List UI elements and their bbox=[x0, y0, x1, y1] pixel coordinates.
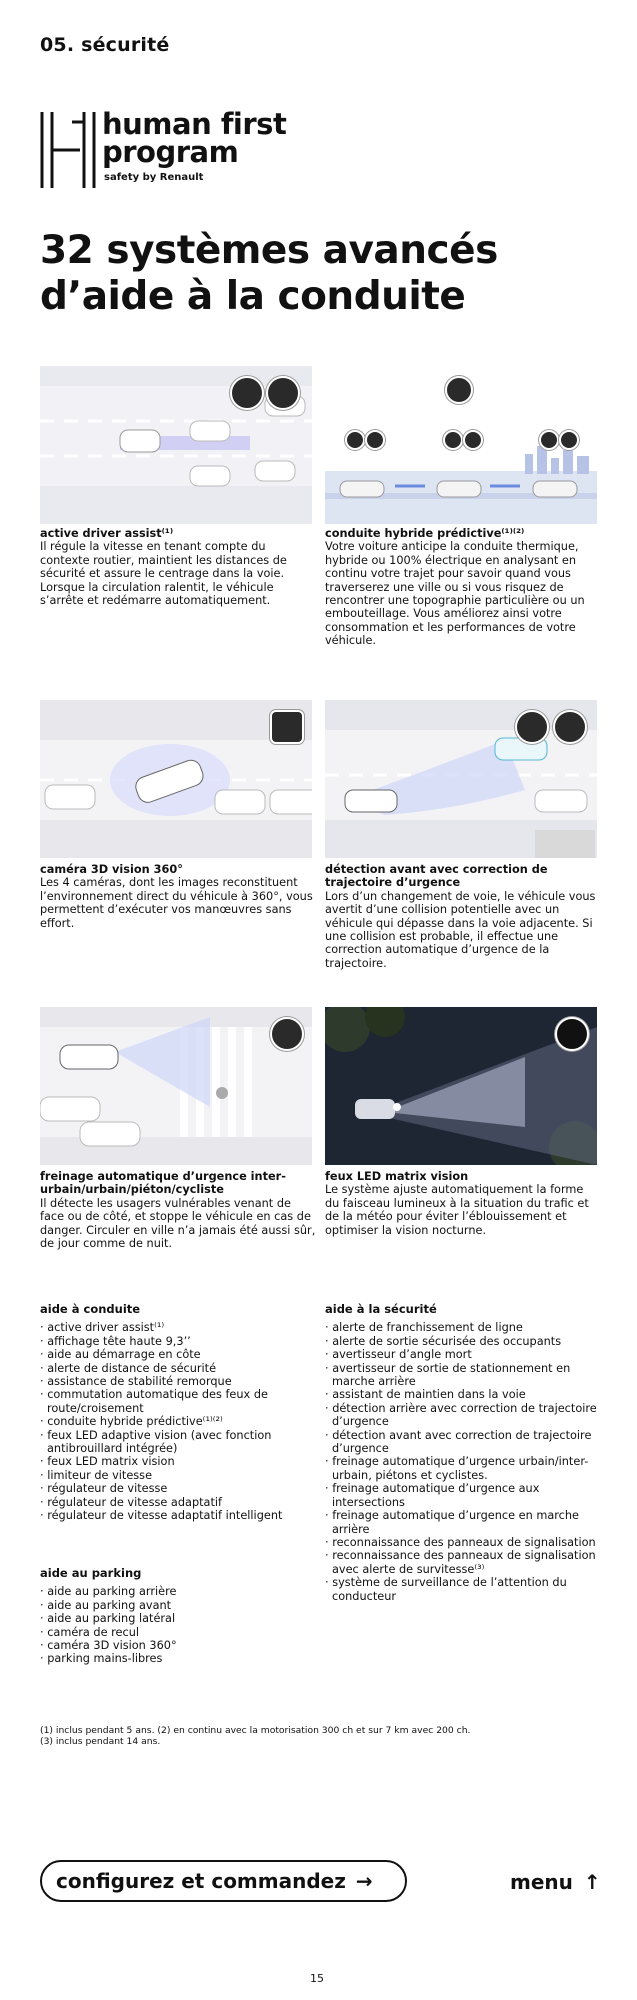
heading-line1: 32 systèmes avancés bbox=[40, 228, 498, 273]
hybrid-predictive-image bbox=[325, 366, 597, 524]
active-driver-assist-image bbox=[40, 366, 312, 524]
card-description: Il régule la vitesse en tenant compte du contexte routier, maintient les distances de sécurité et assure le centrage dans la voie. Lorsque la circulation ralentit, le véhicule s’arrête et redémarre automatiquement. bbox=[40, 540, 287, 608]
footnote-line: (3) inclus pendant 14 ans. bbox=[40, 1736, 161, 1747]
card-front-detection bbox=[325, 863, 601, 970]
card-led-matrix bbox=[325, 1170, 601, 1237]
card-title: active driver assist⁽¹⁾ bbox=[40, 527, 174, 540]
arrow-right-icon: → bbox=[355, 1869, 373, 1893]
list-item: · avertisseur de sortie de stationnement en marche arrière bbox=[325, 1362, 605, 1389]
list-aide-securite bbox=[325, 1303, 605, 1603]
list-item: · assistant de maintien dans la voie bbox=[325, 1388, 605, 1401]
list-item: · conduite hybride prédictive⁽¹⁾⁽²⁾ bbox=[40, 1415, 320, 1428]
list-items bbox=[325, 1321, 605, 1603]
list-item: · aide au parking arrière bbox=[40, 1585, 320, 1598]
menu-button[interactable] bbox=[510, 1870, 601, 1894]
menu-label: menu bbox=[510, 1870, 573, 1894]
list-item: · avertisseur d’angle mort bbox=[325, 1348, 605, 1361]
logo-subtitle: safety by Renault bbox=[104, 172, 204, 183]
steering-wheel-icon bbox=[230, 376, 264, 410]
card-title: freinage automatique d’urgence inter-urbain/urbain/piéton/cycliste bbox=[40, 1170, 286, 1197]
list-item: · active driver assist⁽¹⁾ bbox=[40, 1321, 320, 1334]
arrow-up-icon: ↑ bbox=[583, 1870, 601, 1894]
front-detection-image bbox=[325, 700, 597, 858]
matrix-headlight-icon bbox=[555, 1017, 589, 1051]
list-item: · alerte de distance de sécurité bbox=[40, 1362, 320, 1375]
list-item: · affichage tête haute 9,3’’ bbox=[40, 1335, 320, 1348]
card-description: Lors d’un changement de voie, le véhicule vous avertit d’une collision potentielle avec un véhicule qui dépasse dans la voie adjacente. Si une collision est probable, il effectue une correction automatique d’urgence de la trajectoire. bbox=[325, 889, 596, 970]
list-item: · alerte de sortie sécurisée des occupants bbox=[325, 1335, 605, 1348]
card-emergency-braking bbox=[40, 1170, 316, 1250]
page-number: 15 bbox=[310, 1972, 324, 1985]
list-item: · feux LED adaptive vision (avec fonction antibrouillard intégrée) bbox=[40, 1429, 320, 1456]
configure-order-button[interactable] bbox=[40, 1860, 407, 1902]
list-item: · freinage automatique d’urgence en marche arrière bbox=[325, 1509, 605, 1536]
card-camera-360 bbox=[40, 863, 316, 930]
engine-icon bbox=[345, 430, 365, 450]
card-description: Il détecte les usagers vulnérables venant de face ou de côté, et stoppe le véhicule en cas de danger. Circuler en ville n’a jamais été aussi sûr, de jour comme de nuit. bbox=[40, 1196, 316, 1251]
battery-icon bbox=[559, 430, 579, 450]
camera-360-image bbox=[40, 700, 312, 858]
list-item: · alerte de franchissement de ligne bbox=[325, 1321, 605, 1334]
list-item: · caméra 3D vision 360° bbox=[40, 1639, 320, 1652]
card-title: caméra 3D vision 360° bbox=[40, 863, 183, 876]
list-item: · régulateur de vitesse bbox=[40, 1482, 320, 1495]
section-label: 05. sécurité bbox=[40, 34, 170, 56]
list-item: · aide au démarrage en côte bbox=[40, 1348, 320, 1361]
list-items bbox=[40, 1321, 320, 1522]
card-title: conduite hybride prédictive⁽¹⁾⁽²⁾ bbox=[325, 527, 525, 540]
logo-title bbox=[102, 107, 287, 169]
car-icon bbox=[445, 376, 473, 404]
list-item: · commutation automatique des feux de route/croisement bbox=[40, 1388, 320, 1415]
lane-change-icon bbox=[515, 710, 549, 744]
list-title: aide à la sécurité bbox=[325, 1302, 437, 1316]
list-item: · reconnaissance des panneaux de signalisation bbox=[325, 1536, 605, 1549]
logo-title-line1: human first bbox=[102, 107, 287, 141]
list-item: · détection arrière avec correction de trajectoire d’urgence bbox=[325, 1402, 605, 1429]
footnote-line: (1) inclus pendant 5 ans. (2) en continu avec la motorisation 300 ch et sur 7 km avec 200 ch. bbox=[40, 1725, 471, 1736]
footnotes bbox=[40, 1725, 560, 1747]
list-item: · feux LED matrix vision bbox=[40, 1455, 320, 1468]
heading-line2: d’aide à la conduite bbox=[40, 274, 466, 319]
h-mark-icon bbox=[40, 110, 96, 190]
human-first-logo bbox=[40, 107, 310, 190]
pedestrian-brake-icon bbox=[270, 1017, 304, 1051]
list-item: · aide au parking latéral bbox=[40, 1612, 320, 1625]
list-aide-conduite bbox=[40, 1303, 320, 1523]
list-aide-parking bbox=[40, 1567, 320, 1666]
list-item: · régulateur de vitesse adaptatif intelligent bbox=[40, 1509, 320, 1522]
page-heading bbox=[40, 228, 600, 320]
list-title: aide à conduite bbox=[40, 1302, 141, 1316]
engine-icon bbox=[443, 430, 463, 450]
camera-360-icon bbox=[270, 710, 304, 744]
engine-icon bbox=[539, 430, 559, 450]
logo-title-line2: program bbox=[102, 135, 239, 169]
emergency-braking-image bbox=[40, 1007, 312, 1165]
battery-icon bbox=[365, 430, 385, 450]
card-description: Le système ajuste automatiquement la forme du faisceau lumineux à la situation du trafic et de la météo pour éviter l’éblouissement et optimiser la vision nocturne. bbox=[325, 1183, 589, 1237]
card-title: détection avant avec correction de trajectoire d’urgence bbox=[325, 863, 548, 890]
list-item: · aide au parking avant bbox=[40, 1599, 320, 1612]
steering-correction-icon bbox=[553, 710, 587, 744]
list-item: · assistance de stabilité remorque bbox=[40, 1375, 320, 1388]
list-title: aide au parking bbox=[40, 1566, 142, 1580]
card-description: Les 4 caméras, dont les images reconstituent l’environnement direct du véhicule à 360°, vous permettent d’exécuter vos manœuvres sans effort. bbox=[40, 876, 313, 930]
card-active-driver-assist bbox=[40, 527, 316, 607]
list-item: · régulateur de vitesse adaptatif bbox=[40, 1496, 320, 1509]
speed-regulator-icon bbox=[266, 376, 300, 410]
list-item: · détection avant avec correction de trajectoire d’urgence bbox=[325, 1429, 605, 1456]
list-item: · reconnaissance des panneaux de signalisation avec alerte de survitesse⁽³⁾ bbox=[325, 1549, 605, 1576]
card-description: Votre voiture anticipe la conduite thermique, hybride ou 100% électrique en analysant en continu votre trajet pour savoir quand vous traverserez une ville ou si vous risquez de rencontrer une topographie particulière ou un embouteillage. Vous améliorez ainsi votre consommation et les performances de votre véhicule. bbox=[325, 540, 585, 648]
card-title: feux LED matrix vision bbox=[325, 1170, 469, 1183]
card-hybrid-predictive bbox=[325, 527, 601, 648]
list-item: · parking mains-libres bbox=[40, 1652, 320, 1665]
list-item: · freinage automatique d’urgence aux intersections bbox=[325, 1482, 605, 1509]
battery-icon bbox=[463, 430, 483, 450]
list-item: · système de surveillance de l’attention du conducteur bbox=[325, 1576, 605, 1603]
cta-label: configurez et commandez bbox=[56, 1869, 346, 1893]
led-matrix-image bbox=[325, 1007, 597, 1165]
list-item: · freinage automatique d’urgence urbain/inter-urbain, piétons et cyclistes. bbox=[325, 1455, 605, 1482]
list-item: · caméra de recul bbox=[40, 1626, 320, 1639]
list-item: · limiteur de vitesse bbox=[40, 1469, 320, 1482]
list-items bbox=[40, 1585, 320, 1665]
